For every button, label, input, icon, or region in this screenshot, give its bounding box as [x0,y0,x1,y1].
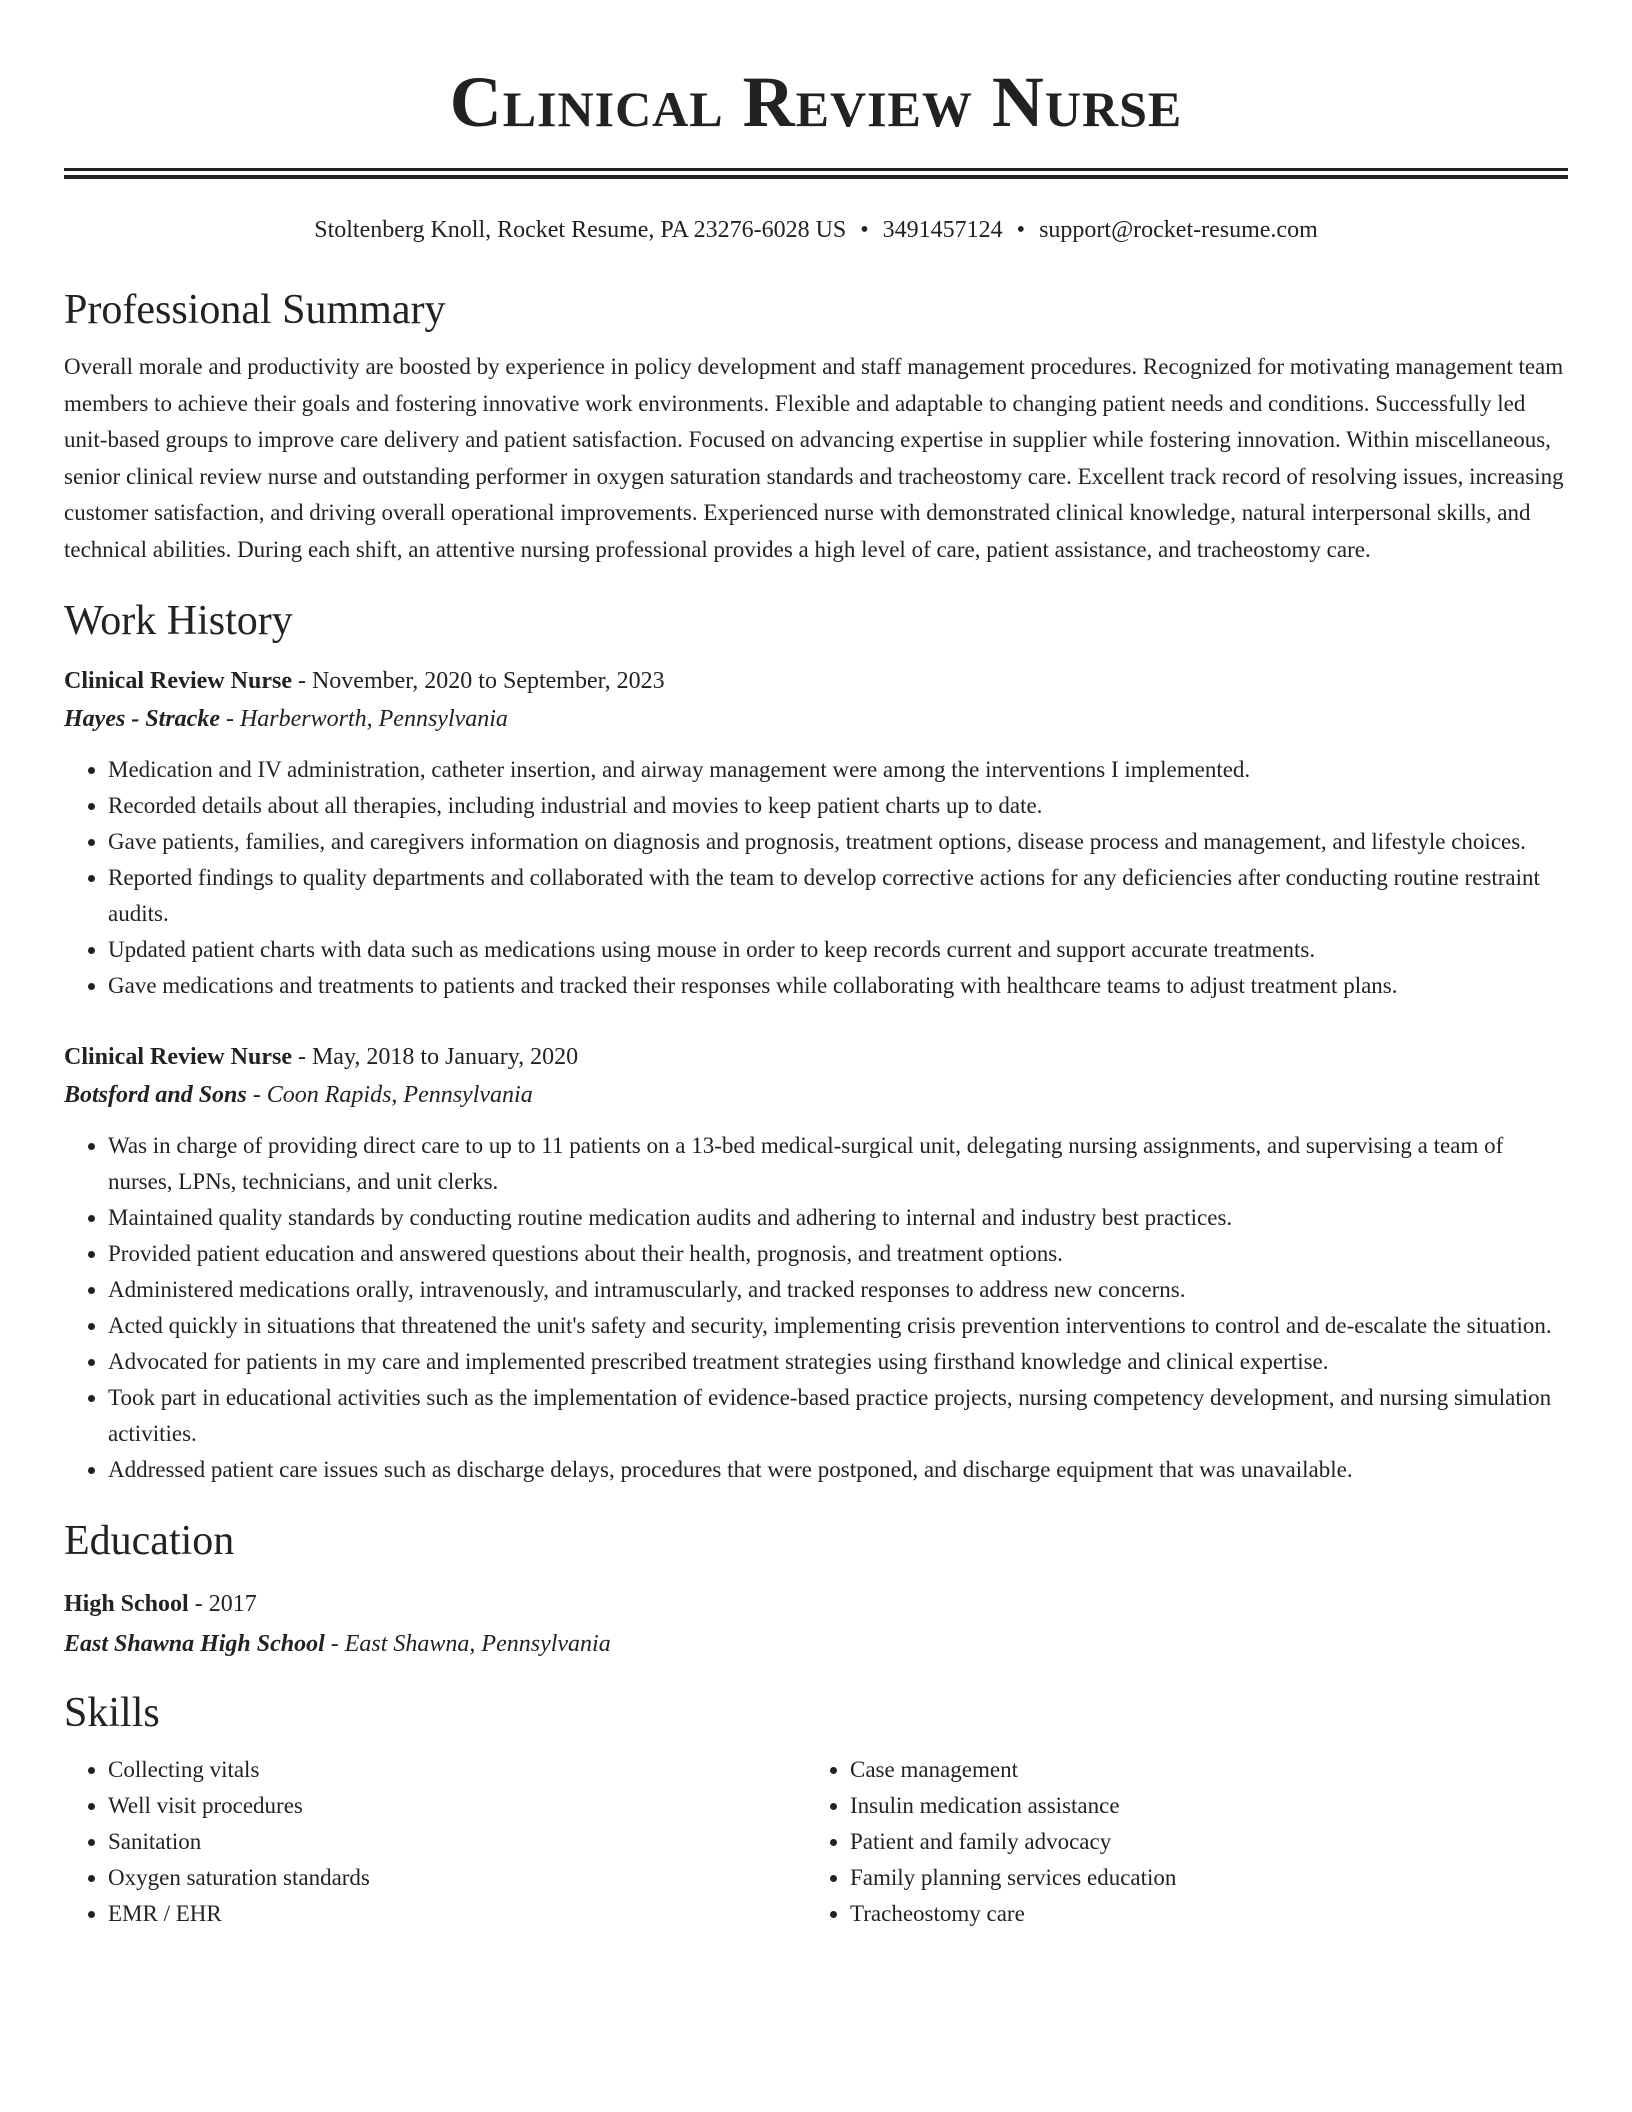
school-location: - East Shawna, Pennsylvania [324,1631,611,1657]
education-entry [64,1584,1568,1664]
work-history-heading: Work History [64,598,293,644]
job-dates: - May, 2018 to January, 2020 [291,1044,579,1070]
skills-column-left [64,1752,806,1932]
job-dates: - November, 2020 to September, 2023 [291,668,665,694]
summary-text: Overall morale and productivity are boosted by experience in policy development and staff management procedures. Recognized for motivating management team members to achieve their goals and fostering innovative work environments. Flexible and adaptable to changing patient needs and conditions. Successfully led unit-based groups to improve care delivery and patient satisfaction. Focused on advancing expertise in supplier while fostering innovation. Within miscellaneous, senior clinical review nurse and outstanding performer in oxygen saturation standards and tracheostomy care. Excellent track record of resolving issues, increasing customer satisfaction, and driving overall operational improvements. Experienced nurse with demonstrated clinical knowledge, natural interpersonal skills, and technical abilities. During each shift, an attentive nursing professional provides a high level of care, patient assistance, and tracheostomy care. [64,354,1564,562]
job-bullet: • Gave medications and treatments to patients and tracked their responses while collaborating with healthcare teams to adjust treatment plans. [108,968,1568,1004]
skills-column-right [806,1752,1548,1932]
school-name: East Shawna High School [64,1631,325,1657]
contact-line [64,215,1568,245]
page-title: Clinical Review Nurse [449,62,1183,142]
job-bullet: • Took part in educational activities such as the implementation of evidence-based practice projects, nursing competency development, and nursing simulation activities. [108,1380,1568,1452]
summary-heading: Professional Summary [64,287,446,333]
contact-address: Stoltenberg Knoll, Rocket Resume, PA 23276-6028 US [314,217,847,243]
employer-name: Botsford and Sons [64,1082,247,1108]
skill-item: • Sanitation [108,1824,806,1860]
employer-location: - Coon Rapids, Pennsylvania [246,1082,533,1108]
contact-phone: 3491457124 [882,217,1003,243]
employer-location: - Harberworth, Pennsylvania [219,706,508,732]
degree-name: High School [64,1591,189,1617]
job-title: Clinical Review Nurse [64,1044,292,1070]
job-bullet: • Acted quickly in situations that threatened the unit's safety and security, implementing crisis prevention interventions to control and de-escalate the situation. [108,1308,1568,1344]
employer-line [64,700,1568,738]
skill-item: • Family planning services education [850,1860,1548,1896]
skill-item: • Insulin medication assistance [850,1788,1548,1824]
job-bullets [64,1128,1568,1488]
skills-heading: Skills [64,1690,160,1736]
job-bullet: • Was in charge of providing direct care to up to 11 patients on a 13-bed medical-surgical unit, delegating nursing assignments, and supervising a team of nurses, LPNs, technicians, and unit clerks. [108,1128,1568,1200]
skills-list [64,1752,1568,1932]
job-bullets [64,752,1568,1004]
graduation-year: - 2017 [188,1591,257,1617]
job-bullet: • Medication and IV administration, catheter insertion, and airway management were among the interventions I implemented. [108,752,1568,788]
school-line [64,1624,1568,1664]
degree-line [64,1584,1568,1624]
title-divider [64,168,1568,179]
job-bullet: • Advocated for patients in my care and implemented prescribed treatment strategies using firsthand knowledge and clinical expertise. [108,1344,1568,1380]
contact-separator: • [860,217,869,243]
job-bullet: • Provided patient education and answered questions about their health, prognosis, and treatment options. [108,1236,1568,1272]
job-entry [64,662,1568,1004]
job-bullet: • Maintained quality standards by conducting routine medication audits and adhering to internal and industry best practices. [108,1200,1568,1236]
job-title: Clinical Review Nurse [64,668,292,694]
contact-separator: • [1016,217,1026,243]
employer-line [64,1076,1568,1114]
skill-item: • Patient and family advocacy [850,1824,1548,1860]
job-bullet: • Reported findings to quality departments and collaborated with the team to develop corrective actions for any deficiencies after conducting routine restraint audits. [108,860,1568,932]
skill-item: • Oxygen saturation standards [108,1860,806,1896]
job-entry [64,1038,1568,1488]
skill-item: • Tracheostomy care [850,1896,1548,1932]
job-bullet: • Addressed patient care issues such as discharge delays, procedures that were postponed, and discharge equipment that was unavailable. [108,1452,1568,1488]
job-bullet: • Recorded details about all therapies, including industrial and movies to keep patient charts up to date. [108,788,1568,824]
skill-item: • Well visit procedures [108,1788,806,1824]
contact-email: support@rocket-resume.com [1039,217,1318,243]
job-title-line [64,1038,1568,1076]
skill-item: • Collecting vitals [108,1752,806,1788]
skill-item: • EMR / EHR [108,1896,806,1932]
job-bullet: • Gave patients, families, and caregivers information on diagnosis and prognosis, treatment options, disease process and management, and lifestyle choices. [108,824,1568,860]
job-bullet: • Administered medications orally, intravenously, and intramuscularly, and tracked responses to address new concerns. [108,1272,1568,1308]
education-heading: Education [64,1518,235,1564]
skill-item: • Case management [850,1752,1548,1788]
job-bullet: • Updated patient charts with data such as medications using mouse in order to keep records current and support accurate treatments. [108,932,1568,968]
employer-name: Hayes - Stracke [64,706,220,732]
job-title-line [64,662,1568,700]
